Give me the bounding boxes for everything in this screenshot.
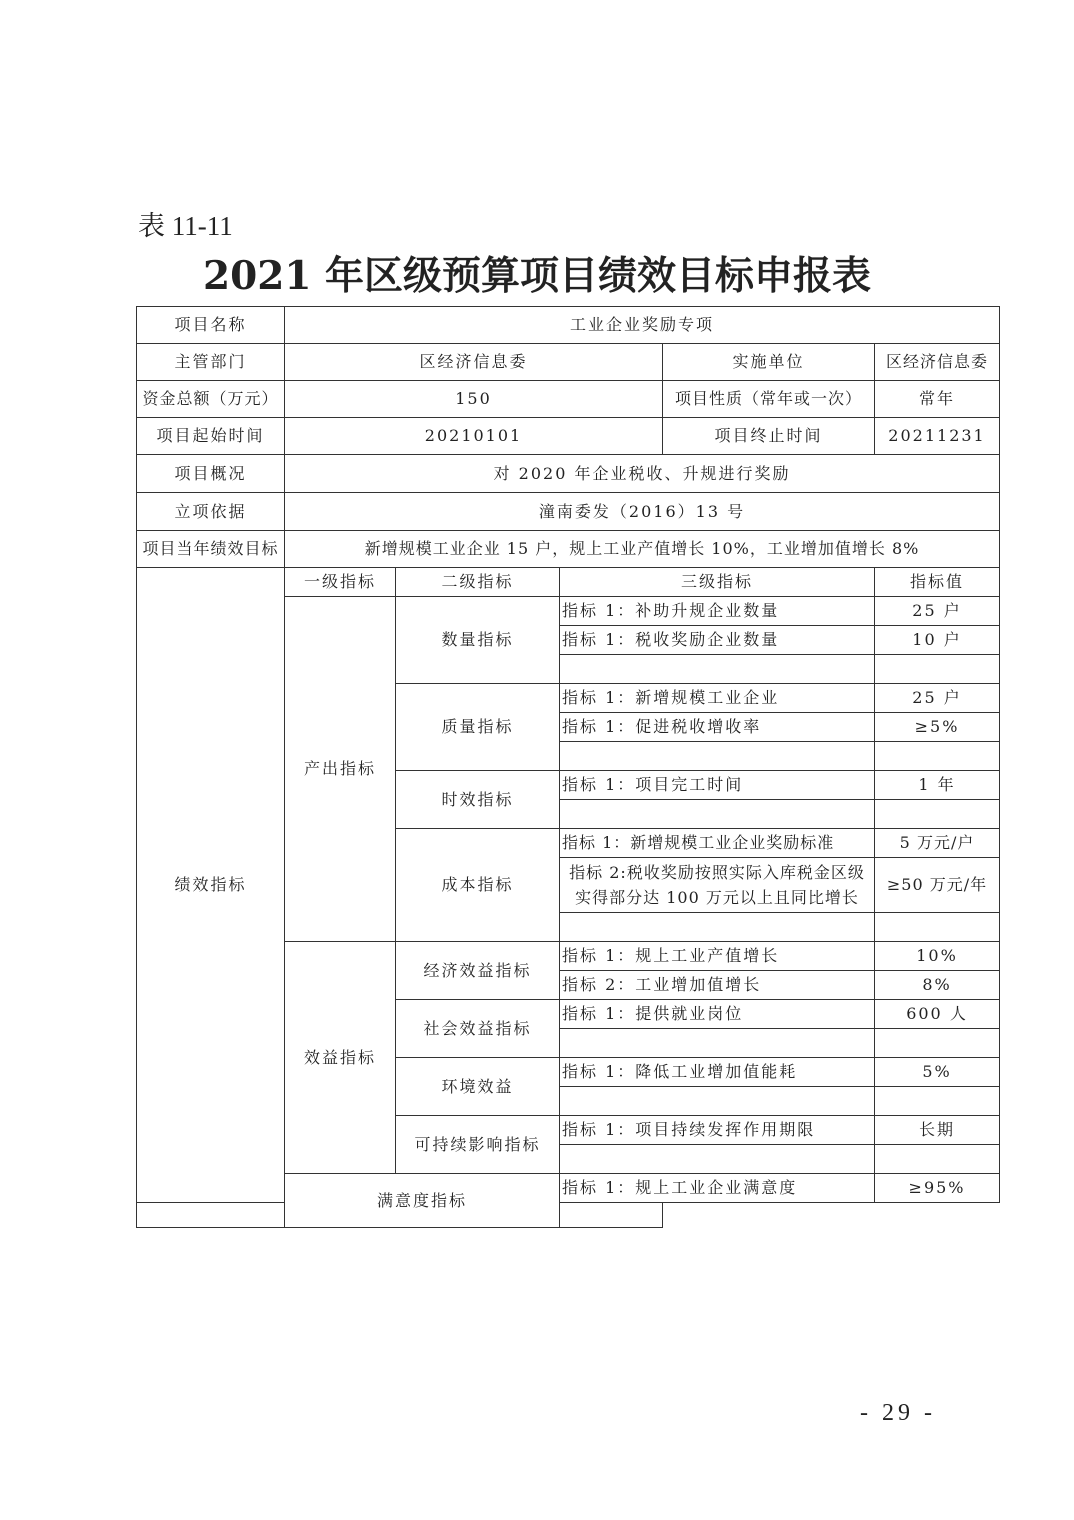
label-start-time: 项目起始时间	[137, 418, 285, 455]
label-department: 主管部门	[137, 344, 285, 381]
label-benefit-indicators: 效益指标	[285, 942, 396, 1174]
indicator-value: 10%	[875, 942, 1000, 971]
value-start-time: 20210101	[285, 418, 663, 455]
indicator-name: 指标 1：项目持续发挥作用期限	[560, 1116, 875, 1145]
indicator-value: ≥95%	[875, 1174, 1000, 1203]
col-level2-header: 二级指标	[396, 568, 560, 597]
indicator-name: 指标 1：促进税收增收率	[560, 713, 875, 742]
label-overview: 项目概况	[137, 455, 285, 493]
indicator-value: ≥50 万元/年	[875, 858, 1000, 913]
indicator-value: 25 户	[875, 684, 1000, 713]
label-output-indicators: 产出指标	[285, 597, 396, 942]
indicator-name: 指标 1：规上工业产值增长	[560, 942, 875, 971]
empty-cell	[875, 742, 1000, 771]
empty-cell	[875, 800, 1000, 829]
label-cost: 成本指标	[396, 829, 560, 942]
indicator-value: 5%	[875, 1058, 1000, 1087]
table-row	[137, 1203, 1000, 1228]
indicator-value: 8%	[875, 971, 1000, 1000]
label-quantity: 数量指标	[396, 597, 560, 684]
value-basis: 潼南委发（2016）13 号	[285, 493, 1000, 531]
empty-cell	[875, 655, 1000, 684]
empty-cell	[137, 1203, 396, 1228]
label-sustainability: 可持续影响指标	[396, 1116, 560, 1174]
indicator-value: 600 人	[875, 1000, 1000, 1029]
row-overview	[137, 455, 1000, 493]
row-basis	[137, 493, 1000, 531]
document-title: 2021 年区级预算项目绩效目标申报表	[202, 253, 872, 299]
page-number: - 29 -	[860, 1400, 936, 1426]
indicator-name: 指标 1：新增规模工业企业奖励标准	[560, 829, 875, 858]
empty-cell	[560, 800, 875, 829]
empty-cell	[560, 1087, 875, 1116]
label-project-nature: 项目性质（常年或一次）	[663, 381, 875, 418]
label-basis: 立项依据	[137, 493, 285, 531]
value-department: 区经济信息委	[285, 344, 663, 381]
indicator-name: 指标 1：规上工业企业满意度	[560, 1174, 875, 1203]
indicator-name: 指标 2:税收奖励按照实际入库税金区级实得部分达 100 万元以上且同比增长	[560, 858, 875, 913]
label-end-time: 项目终止时间	[663, 418, 875, 455]
row-annual-goal	[137, 531, 1000, 568]
empty-cell	[875, 1145, 1000, 1174]
value-project-name: 工业企业奖励专项	[285, 307, 1000, 344]
label-quality: 质量指标	[396, 684, 560, 771]
row-indicator-header	[137, 568, 1000, 597]
indicator-value: 10 户	[875, 626, 1000, 655]
indicator-value: 长期	[875, 1116, 1000, 1145]
empty-cell	[560, 1145, 875, 1174]
label-social: 社会效益指标	[396, 1000, 560, 1058]
empty-cell	[560, 1203, 663, 1228]
indicator-name: 指标 2：工业增加值增长	[560, 971, 875, 1000]
label-economic: 经济效益指标	[396, 942, 560, 1000]
value-implementing-unit: 区经济信息委	[875, 344, 1000, 381]
empty-cell	[560, 655, 875, 684]
indicator-name: 指标 1：项目完工时间	[560, 771, 875, 800]
label-performance-indicators: 绩效指标	[137, 568, 285, 1203]
empty-cell	[875, 913, 1000, 942]
value-project-nature: 常年	[875, 381, 1000, 418]
indicator-value: 25 户	[875, 597, 1000, 626]
indicator-name: 指标 1：提供就业岗位	[560, 1000, 875, 1029]
empty-cell	[560, 913, 875, 942]
label-annual-goal: 项目当年绩效目标	[137, 531, 285, 568]
row-project-name	[137, 307, 1000, 344]
label-project-name: 项目名称	[137, 307, 285, 344]
row-department	[137, 344, 1000, 381]
empty-cell	[875, 1087, 1000, 1116]
empty-cell	[560, 1029, 875, 1058]
label-timeliness: 时效指标	[396, 771, 560, 829]
empty-cell	[875, 1029, 1000, 1058]
indicator-value: 1 年	[875, 771, 1000, 800]
indicator-name: 指标 1：补助升规企业数量	[560, 597, 875, 626]
value-overview: 对 2020 年企业税收、升规进行奖励	[285, 455, 1000, 493]
label-satisfaction: 满意度指标	[285, 1174, 560, 1228]
performance-target-table	[136, 306, 1000, 1228]
label-fund-total: 资金总额（万元）	[137, 381, 285, 418]
indicator-name: 指标 1：降低工业增加值能耗	[560, 1058, 875, 1087]
table-number: 表 11-11	[138, 211, 233, 241]
indicator-name: 指标 1：新增规模工业企业	[560, 684, 875, 713]
indicator-value: 5 万元/户	[875, 829, 1000, 858]
empty-cell	[560, 742, 875, 771]
value-annual-goal: 新增规模工业企业 15 户，规上工业产值增长 10%，工业增加值增长 8%	[285, 531, 1000, 568]
col-value-header: 指标值	[875, 568, 1000, 597]
value-fund-total: 150	[285, 381, 663, 418]
indicator-name: 指标 1：税收奖励企业数量	[560, 626, 875, 655]
indicator-value: ≥5%	[875, 713, 1000, 742]
col-level3-header: 三级指标	[560, 568, 875, 597]
value-end-time: 20211231	[875, 418, 1000, 455]
label-environment: 环境效益	[396, 1058, 560, 1116]
label-implementing-unit: 实施单位	[663, 344, 875, 381]
col-level1-header: 一级指标	[285, 568, 396, 597]
row-fund	[137, 381, 1000, 418]
row-dates	[137, 418, 1000, 455]
